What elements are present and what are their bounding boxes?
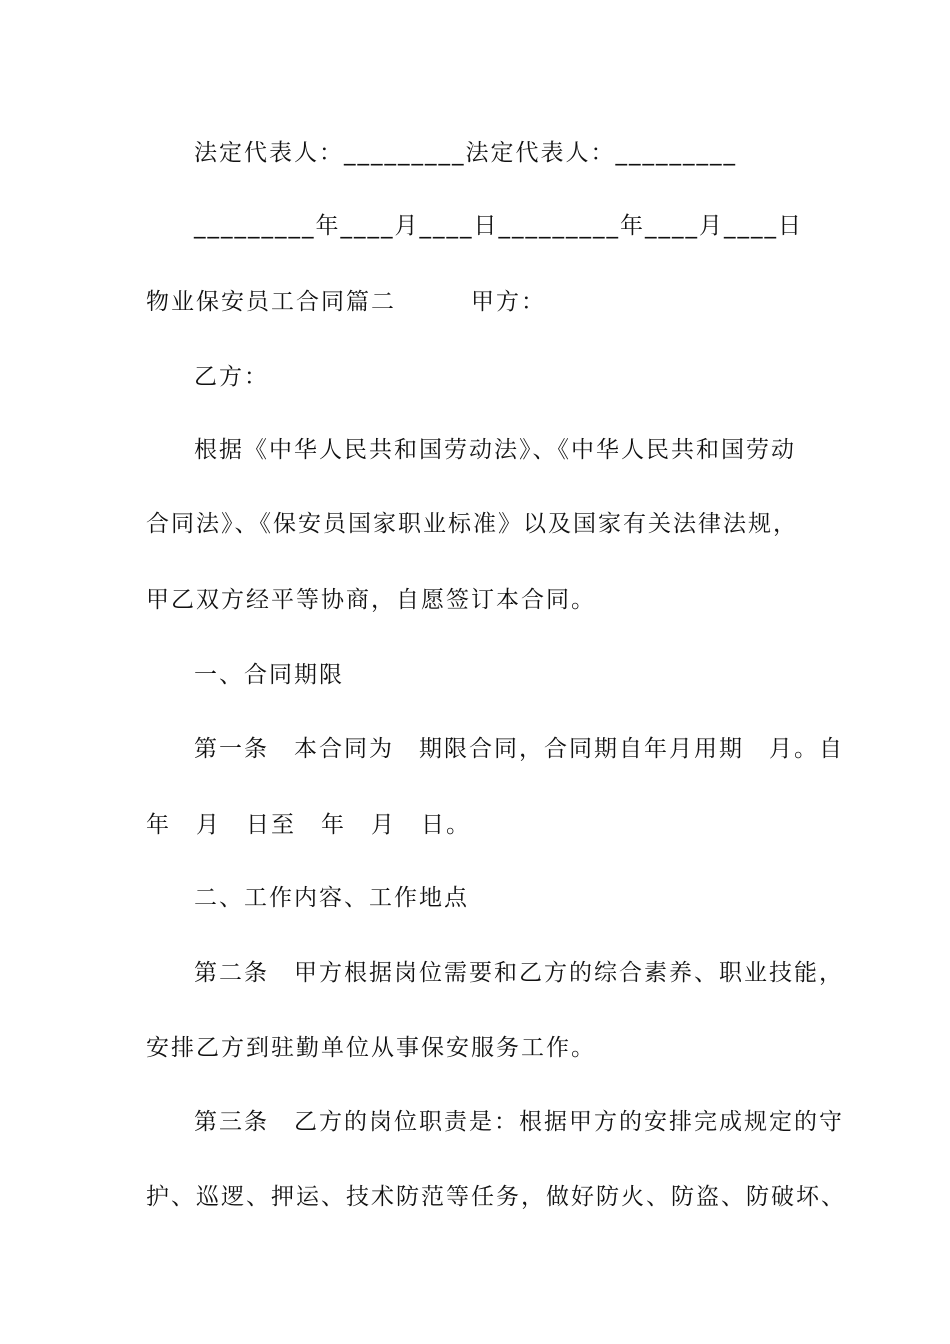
section-title: 物业保安员工合同篇二 甲方： xyxy=(146,289,546,315)
paragraph-line: 甲乙双方经平等协商，自愿签订本合同。 xyxy=(146,587,596,613)
clause-line: 安排乙方到驻勤单位从事保安服务工作。 xyxy=(146,1035,596,1061)
clause-line: 护、巡逻、押运、技术防范等任务，做好防火、防盗、防破坏、 xyxy=(146,1184,846,1210)
clause-line: 第二条 甲方根据岗位需要和乙方的综合素养、职业技能， xyxy=(194,960,844,986)
clause-line: 年 月 日至 年 月 日。 xyxy=(146,812,471,838)
signature-line: 法定代表人：_________法定代表人：_________ xyxy=(194,140,737,166)
date-line: _________年____月____日_________年____月____日 xyxy=(194,213,803,239)
paragraph-line: 合同法》、《保安员国家职业标准》以及国家有关法律法规， xyxy=(146,511,798,537)
party-b-line: 乙方： xyxy=(194,364,269,390)
heading-contract-term: 一、合同期限 xyxy=(194,662,344,688)
paragraph-line: 根据《中华人民共和国劳动法》、《中华人民共和国劳动 xyxy=(194,437,796,463)
clause-line: 第三条 乙方的岗位职责是：根据甲方的安排完成规定的守 xyxy=(194,1109,844,1135)
heading-work-content: 二、工作内容、工作地点 xyxy=(194,885,469,911)
clause-line: 第一条 本合同为 期限合同，合同期自年月用期 月。自 xyxy=(194,736,844,762)
